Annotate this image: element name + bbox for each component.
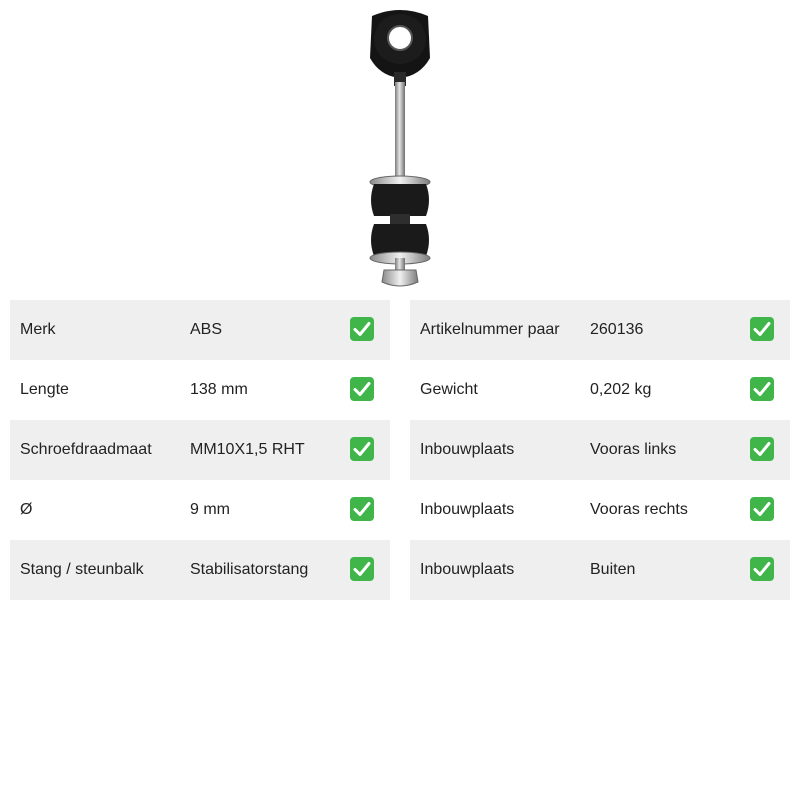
- spec-label: Merk: [20, 321, 56, 338]
- spec-row: [10, 420, 390, 480]
- spec-value: 0,202 kg: [590, 381, 652, 398]
- check-mark-icon: [750, 557, 774, 581]
- spec-value: Stabilisatorstang: [190, 561, 309, 578]
- check-mark-icon: [350, 557, 374, 581]
- spec-value: Vooras links: [590, 441, 677, 458]
- spec-value: 260136: [590, 321, 644, 338]
- spec-label: Stang / steunbalk: [20, 561, 144, 578]
- product-image: [350, 6, 450, 292]
- check-mark-icon: [350, 317, 374, 341]
- spec-row: [410, 360, 790, 420]
- spec-label: Artikelnummer paar: [420, 321, 560, 338]
- spec-row: [10, 540, 390, 600]
- spec-row: [410, 480, 790, 540]
- check-mark-icon: [750, 377, 774, 401]
- spec-label: Inbouwplaats: [420, 441, 515, 458]
- check-mark-icon: [750, 497, 774, 521]
- spec-table-right: [410, 300, 790, 600]
- check-mark-icon: [350, 497, 374, 521]
- check-mark-icon: [750, 437, 774, 461]
- spec-value: 9 mm: [190, 501, 230, 518]
- spec-value: MM10X1,5 RHT: [190, 441, 305, 458]
- spec-row: [410, 300, 790, 360]
- check-mark-icon: [350, 377, 374, 401]
- spec-label: Lengte: [20, 381, 69, 398]
- spec-value: 138 mm: [190, 381, 248, 398]
- spec-value: Buiten: [590, 561, 636, 578]
- spec-row: [10, 480, 390, 540]
- spec-label: Inbouwplaats: [420, 501, 515, 518]
- spec-row: [410, 540, 790, 600]
- spec-row: [410, 420, 790, 480]
- spec-label: Ø: [20, 501, 33, 518]
- spec-label: Gewicht: [420, 381, 478, 398]
- spec-row: [10, 300, 390, 360]
- spec-label: Inbouwplaats: [420, 561, 515, 578]
- spec-table-left: [10, 300, 390, 600]
- spec-row: [10, 360, 390, 420]
- check-mark-icon: [750, 317, 774, 341]
- check-mark-icon: [350, 437, 374, 461]
- spec-label: Schroefdraadmaat: [20, 441, 152, 458]
- spec-value: ABS: [190, 321, 223, 338]
- spec-value: Vooras rechts: [590, 501, 688, 518]
